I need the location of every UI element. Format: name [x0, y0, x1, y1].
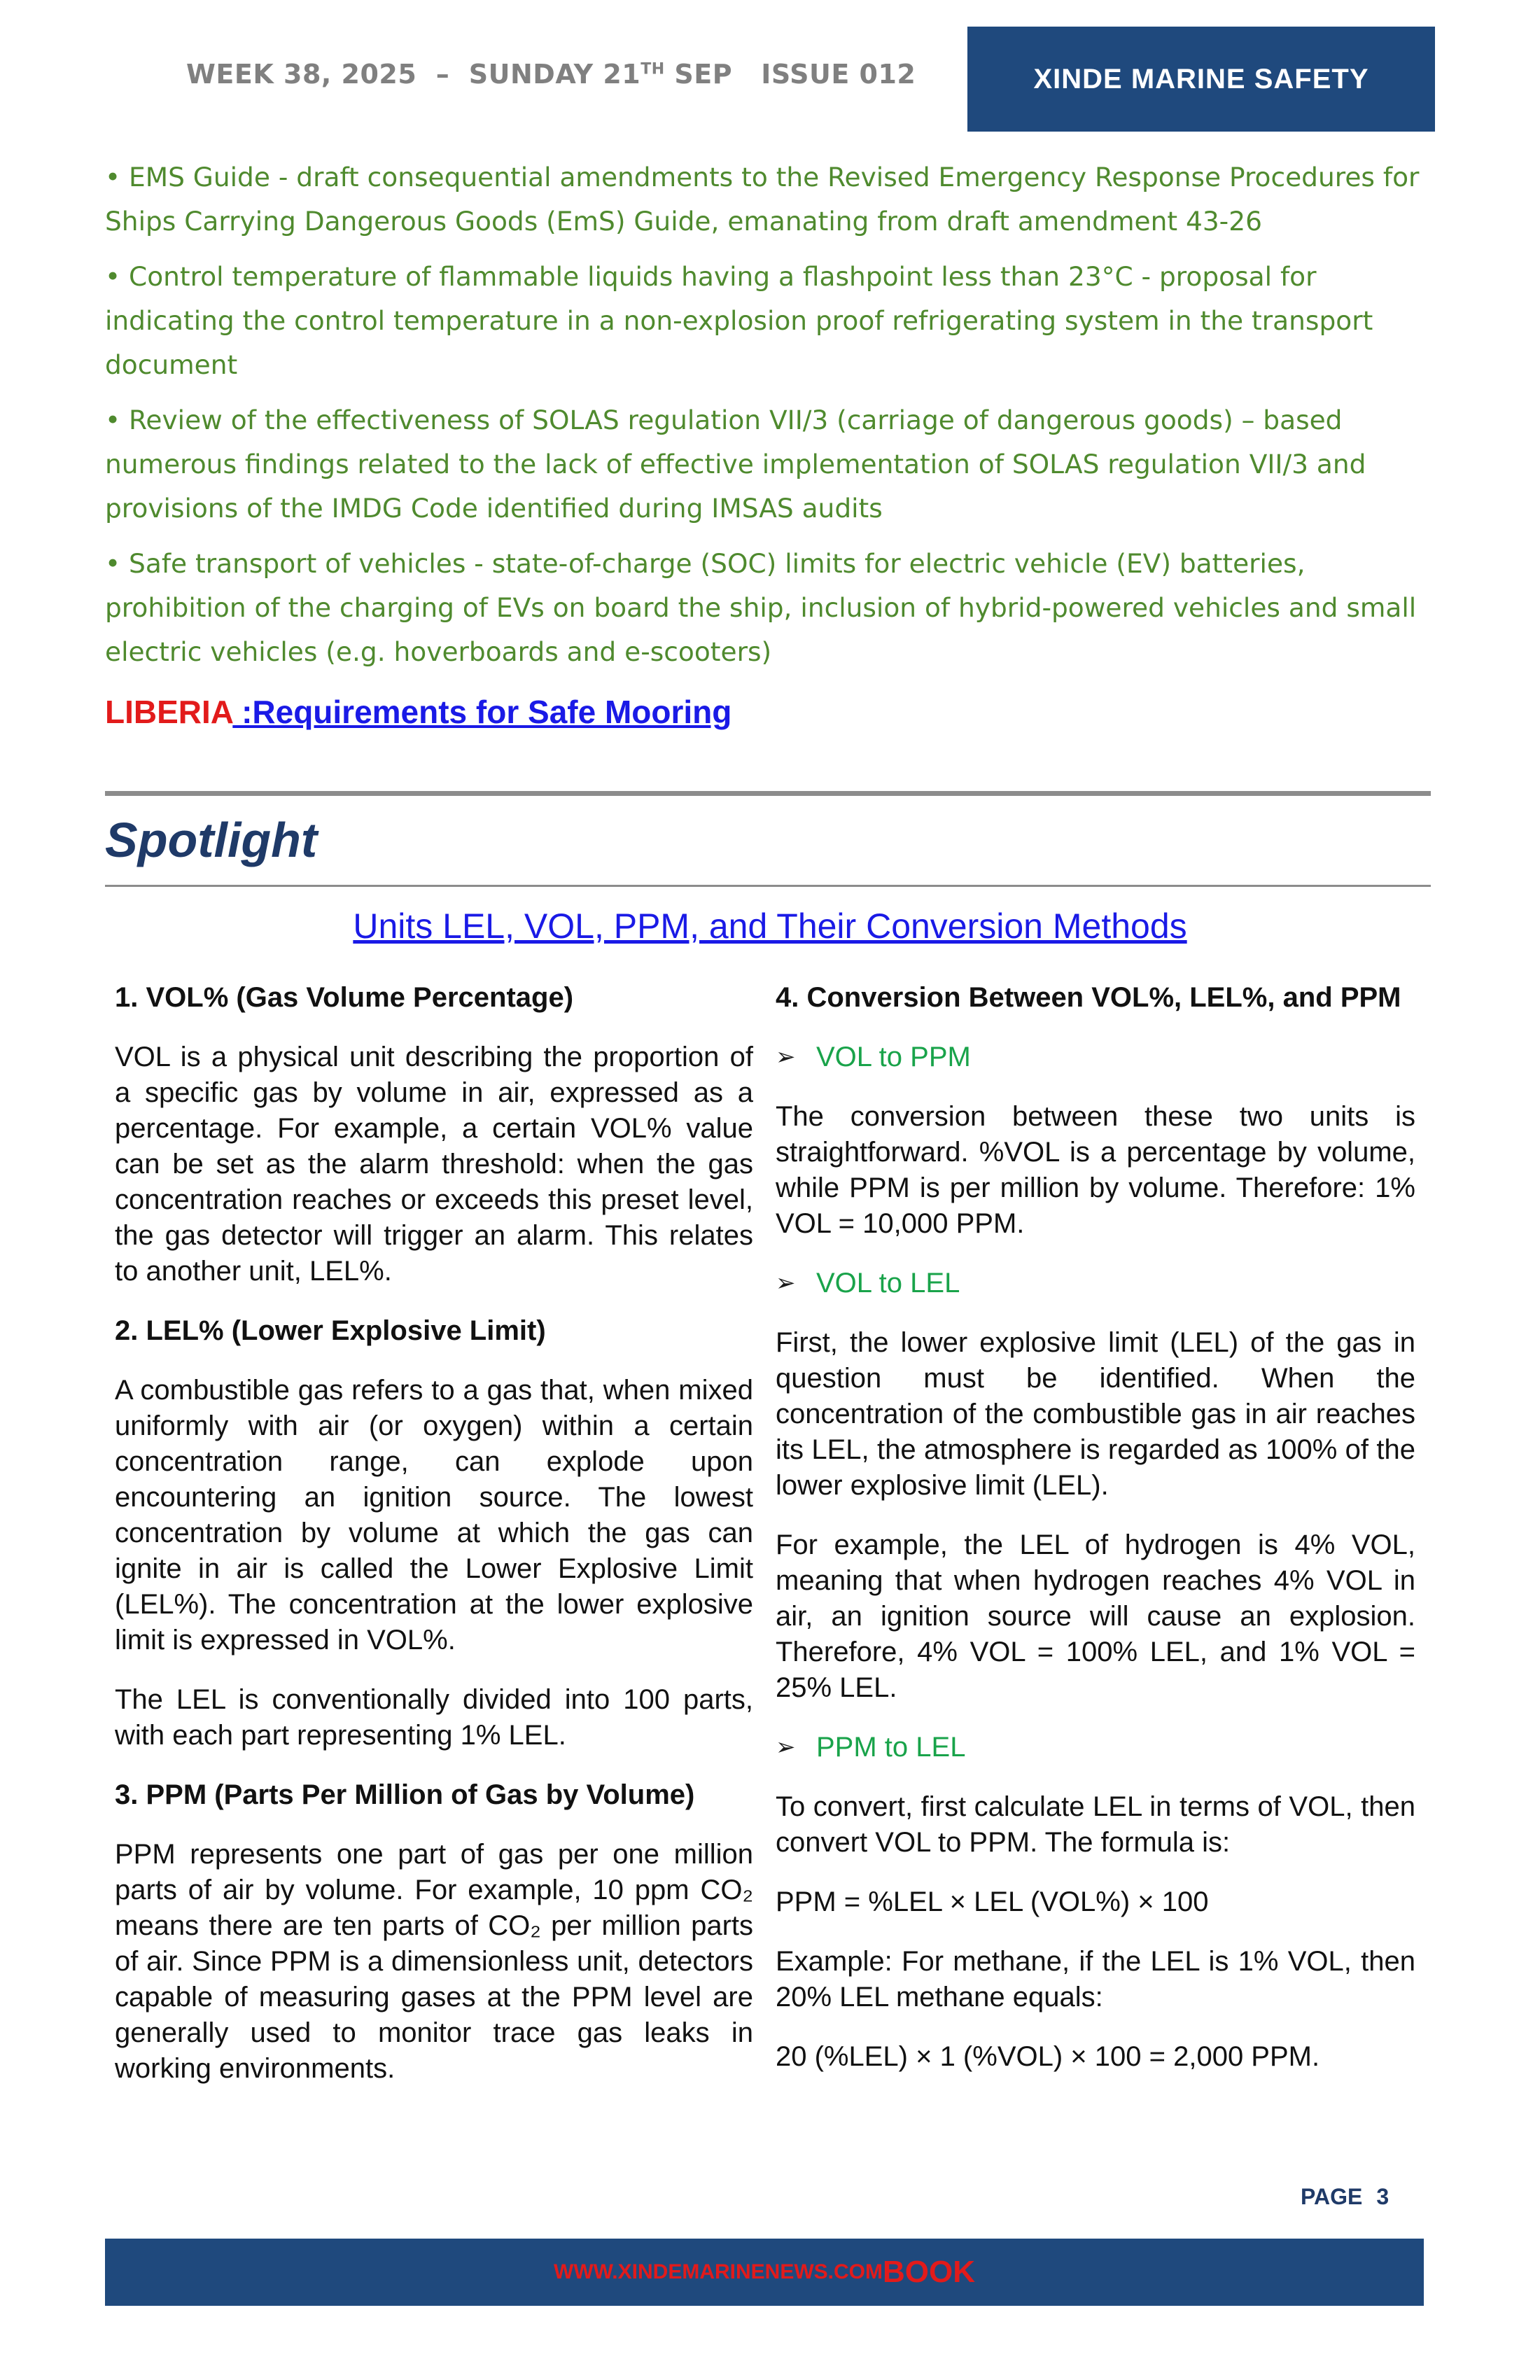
liberia-country-label: LIBERIA: [105, 694, 233, 730]
hydrogen-example-paragraph: For example, the LEL of hydrogen is 4% VOL, meaning that when hydrogen reaches 4% VOL in air, an ignition source will cause an explosion. Therefore, 4% VOL = 100% LEL, and 1% VOL = 25% LEL.: [776, 1530, 1415, 1703]
footer-banner: [105, 2239, 1424, 2306]
issue-label: ISSUE 012: [761, 59, 916, 90]
bullet-item: • Control temperature of flammable liquids having a flashpoint less than 23°C - proposal for indicating the control temperature in a non-explosion proof refrigerating system in the transport document: [105, 261, 1373, 380]
page-number-value: 3: [1376, 2184, 1390, 2209]
arrowhead-icon: ➢: [776, 1044, 796, 1070]
vol-paragraph: VOL is a physical unit describing the proportion of a specific gas by volume in air, expressed as a percentage. For example, a certain VOL% value can be set as the alarm threshold: when the gas concentration reaches or exceeds this preset level, the gas detector will trigger an alarm. This relates to another unit, LEL%.: [115, 1042, 753, 1287]
safe-mooring-link[interactable]: :Requirements for Safe Mooring: [232, 694, 732, 730]
section-divider-thick: [105, 791, 1431, 796]
lel-heading: 2. LEL% (Lower Explosive Limit): [115, 1315, 546, 1346]
page-number: [1301, 2184, 1389, 2210]
subheading-label: PPM to LEL: [816, 1732, 966, 1763]
week-label: WEEK 38, 2025: [186, 59, 417, 90]
vol-to-lel-paragraph: First, the lower explosive limit (LEL) of the gas in question must be identified. When the concentration of the combustible gas in air reaches its LEL, the atmosphere is regarded as 100% of the lower explosive limit (LEL).: [776, 1327, 1415, 1501]
brand-name: XINDE MARINE SAFETY: [1033, 63, 1369, 94]
vol-to-ppm-paragraph: The conversion between these two units is straightforward. %VOL is a percentage by volume, while PPM is per million by volume. Therefore: 1% VOL = 10,000 PPM.: [776, 1101, 1415, 1239]
spotlight-heading: Spotlight: [105, 813, 318, 867]
formula-line: PPM = %LEL × LEL (VOL%) × 100: [776, 1886, 1209, 1917]
subheading-label: VOL to PPM: [816, 1042, 971, 1072]
brand-banner: [967, 27, 1435, 132]
ppm-heading: 3. PPM (Parts Per Million of Gas by Volume): [115, 1779, 695, 1810]
right-column: [776, 980, 1415, 2099]
day-label: SUNDAY 21: [468, 59, 641, 90]
methane-example-paragraph: Example: For methane, if the LEL is 1% VOL, then 20% LEL methane equals:: [776, 1946, 1415, 2012]
agenda-bullet-list: [105, 155, 1428, 685]
subheading-ppm-to-lel: [776, 1730, 1415, 1765]
arrowhead-icon: ➢: [776, 1734, 796, 1760]
article-title-link[interactable]: Units LEL, VOL, PPM, and Their Conversion Methods: [353, 906, 1187, 946]
vol-heading: 1. VOL% (Gas Volume Percentage): [115, 982, 574, 1013]
subheading-vol-to-lel: [776, 1266, 1415, 1301]
dateline-dash: –: [435, 59, 450, 90]
methane-result-line: 20 (%LEL) × 1 (%VOL) × 100 = 2,000 PPM.: [776, 2041, 1320, 2072]
month-label: SEP: [674, 59, 733, 90]
bullet-item: • Review of the effectiveness of SOLAS regulation VII/3 (carriage of dangerous goods) – based numerous findings related to the lack of effective implementation of SOLAS regulation VII/3 and provisions of the IMDG Code identified during IMSAS audits: [105, 405, 1366, 524]
arrowhead-icon: ➢: [776, 1270, 796, 1296]
footer-website-link[interactable]: WWW.XINDEMARINENEWS.COM: [554, 2260, 883, 2283]
bullet-item: • EMS Guide - draft consequential amendments to the Revised Emergency Response Procedures for Ships Carrying Dangerous Goods (EmS) Guide, emanating from draft amendment 43-26: [105, 162, 1420, 237]
lel-parts-paragraph: The LEL is conventionally divided into 100 parts, with each part representing 1% LEL.: [115, 1684, 753, 1751]
conversion-heading: 4. Conversion Between VOL%, LEL%, and PPM: [776, 982, 1401, 1013]
subheading-vol-to-ppm: [776, 1040, 1415, 1075]
footer-book-label: BOOK: [882, 2255, 975, 2289]
section-divider-thin: [105, 885, 1431, 887]
left-column: [115, 980, 753, 2110]
lel-paragraph: A combustible gas refers to a gas that, when mixed uniformly with air (or oxygen) within a certain concentration range, can explode upon encountering an ignition source. The lowest concentration by volume at which the gas can ignite in air is called the Lower Explosive Limit (LEL%). The concentration at the lower explosive limit is expressed in VOL%.: [115, 1375, 753, 1656]
ppm-paragraph: PPM represents one part of gas per one million parts of air by volume. For example, 10 ppm CO₂ means there are ten parts of CO₂ per million parts of air. Since PPM is a dimensionless unit, detectors capable of measuring gases at the PPM level are generally used to monitor trace gas leaks in working environments.: [115, 1839, 753, 2084]
liberia-notice: [105, 693, 732, 731]
bullet-item: • Safe transport of vehicles - state-of-charge (SOC) limits for electric vehicle (EV) batteries, prohibition of the charging of EVs on board the ship, inclusion of hybrid-powered vehicles and small electric vehicles (e.g. hoverboards and e-scooters): [105, 548, 1417, 667]
page-label: PAGE: [1301, 2184, 1363, 2209]
subheading-label: VOL to LEL: [816, 1268, 960, 1298]
issue-dateline: [186, 59, 916, 90]
day-suffix: TH: [640, 60, 665, 78]
ppm-to-lel-paragraph: To convert, first calculate LEL in terms of VOL, then convert VOL to PPM. The formula is:: [776, 1791, 1415, 1858]
